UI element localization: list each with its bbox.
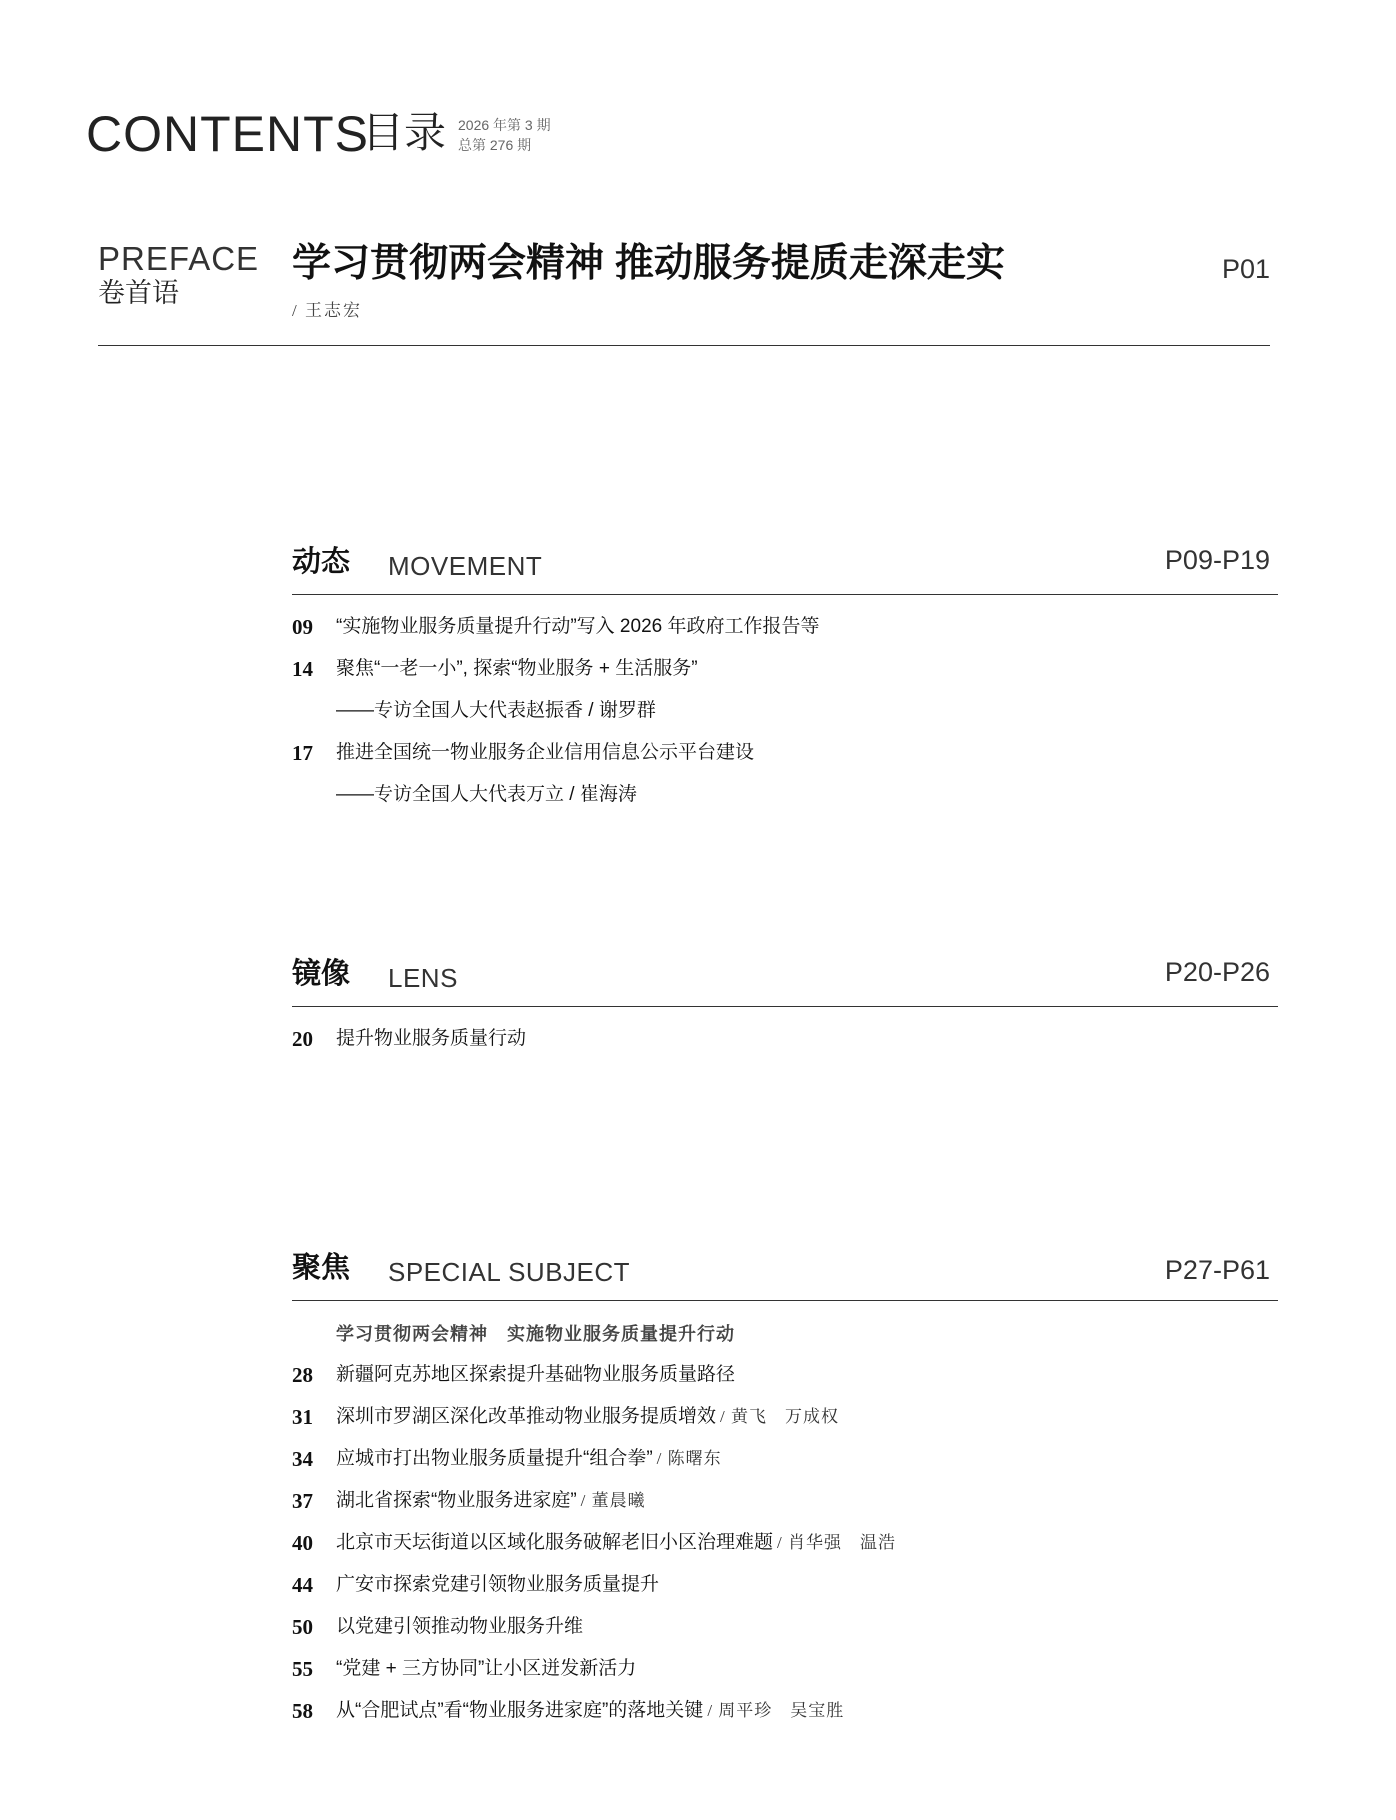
toc-author: / 董晨曦 xyxy=(580,1491,646,1510)
contents-title-en: CONTENTS xyxy=(86,106,369,162)
issue-number: 2026 年第 3 期 xyxy=(458,117,551,133)
toc-author: / 周平珍 吴宝胜 xyxy=(707,1701,845,1720)
section-label-en: SPECIAL SUBJECT xyxy=(388,1257,631,1287)
toc-author: / 黄飞 万成权 xyxy=(720,1407,839,1426)
toc-entry[interactable] xyxy=(292,1698,1272,1724)
toc-title: “实施物业服务质量提升行动”写入 2026 年政府工作报告等 xyxy=(336,616,820,637)
toc-title: 推进全国统一物业服务企业信用信息公示平台建设 xyxy=(336,742,755,763)
toc-page: 20 xyxy=(292,1027,313,1051)
section-page-range: P20-P26 xyxy=(1164,957,1270,987)
toc-title: 提升物业服务质量行动 xyxy=(336,1028,527,1049)
toc-page: 14 xyxy=(292,657,313,681)
section-label-en: MOVEMENT xyxy=(388,551,543,581)
preface-title[interactable]: 学习贯彻两会精神 推动服务提质走深走实 xyxy=(292,242,1005,285)
toc-entry[interactable] xyxy=(292,1572,1272,1598)
toc-page: 17 xyxy=(292,741,313,765)
section-label-zh: 动态 xyxy=(292,546,351,578)
toc-page: 31 xyxy=(292,1405,313,1429)
toc-entry[interactable] xyxy=(292,1404,1272,1430)
preface-author: / 王志宏 xyxy=(292,301,362,320)
section-label-zh: 镜像 xyxy=(292,958,351,990)
toc-page: 50 xyxy=(292,1615,313,1639)
toc-page: 58 xyxy=(292,1699,313,1723)
toc-page: 37 xyxy=(292,1489,313,1513)
preface-divider xyxy=(98,345,1270,346)
issue-total-number: 总第 276 期 xyxy=(458,137,532,153)
toc-entry[interactable] xyxy=(292,1530,1272,1556)
toc-title: 广安市探索党建引领物业服务质量提升 xyxy=(336,1574,660,1595)
section-divider xyxy=(292,1006,1278,1007)
toc-title: 北京市天坛街道以区域化服务破解老旧小区治理难题 / 肖华强 温浩 xyxy=(336,1532,896,1553)
toc-subtitle: ——专访全国人大代表赵振香 / 谢罗群 xyxy=(336,700,656,721)
toc-entry[interactable] xyxy=(292,740,1272,766)
toc-entry[interactable] xyxy=(292,1614,1272,1640)
toc-entry[interactable] xyxy=(292,1362,1272,1388)
toc-author: / 陈曙东 xyxy=(656,1449,722,1468)
toc-author: / 肖华强 温浩 xyxy=(777,1533,896,1552)
toc-entry[interactable] xyxy=(292,1656,1272,1682)
section-page-range: P27-P61 xyxy=(1164,1255,1270,1285)
section-label-zh: 聚焦 xyxy=(292,1252,351,1284)
section-divider xyxy=(292,1300,1278,1301)
toc-page: 09 xyxy=(292,615,313,639)
preface-label-zh: 卷首语 xyxy=(98,278,179,308)
toc-entry[interactable] xyxy=(292,614,1272,640)
contents-title-zh: 目录 xyxy=(362,109,447,156)
toc-page: 55 xyxy=(292,1657,313,1681)
preface-label-en: PREFACE xyxy=(98,240,260,277)
toc-title: 深圳市罗湖区深化改革推动物业服务提质增效 / 黄飞 万成权 xyxy=(336,1406,839,1427)
preface-page: P01 xyxy=(1221,254,1270,284)
toc-title: 聚焦“一老一小”, 探索“物业服务 + 生活服务” xyxy=(336,658,698,679)
toc-entry[interactable] xyxy=(292,1488,1272,1514)
toc-title: 应城市打出物业服务质量提升“组合拳” / 陈曙东 xyxy=(336,1448,722,1469)
toc-title: “党建 + 三方协同”让小区迸发新活力 xyxy=(336,1658,637,1679)
section-kicker: 学习贯彻两会精神 实施物业服务质量提升行动 xyxy=(336,1324,735,1344)
toc-title: 以党建引领推动物业服务升维 xyxy=(336,1616,584,1637)
toc-title: 新疆阿克苏地区探索提升基础物业服务质量路径 xyxy=(336,1364,736,1385)
section-page-range: P09-P19 xyxy=(1164,545,1270,575)
toc-entry[interactable] xyxy=(292,1446,1272,1472)
toc-page: 40 xyxy=(292,1531,313,1555)
toc-subtitle: ——专访全国人大代表万立 / 崔海涛 xyxy=(336,784,637,805)
toc-title: 湖北省探索“物业服务进家庭” / 董晨曦 xyxy=(336,1490,646,1511)
toc-entry[interactable] xyxy=(292,1026,1272,1052)
toc-page: 44 xyxy=(292,1573,313,1597)
toc-title: 从“合肥试点”看“物业服务进家庭”的落地关键 / 周平珍 吴宝胜 xyxy=(336,1700,845,1721)
section-label-en: LENS xyxy=(388,963,458,993)
toc-page: 28 xyxy=(292,1363,313,1387)
section-divider xyxy=(292,594,1278,595)
toc-entry[interactable] xyxy=(292,656,1272,682)
toc-page: 34 xyxy=(292,1447,313,1471)
